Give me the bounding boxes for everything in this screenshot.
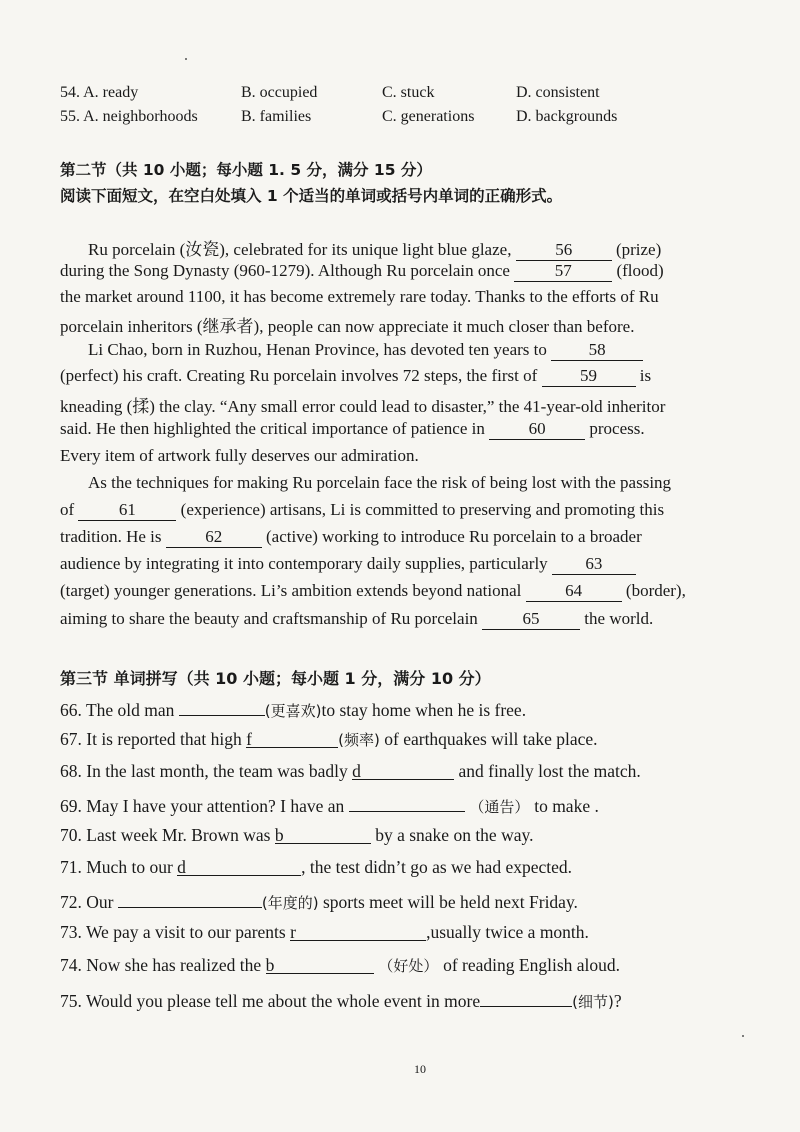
question-66: 66. The old man (更喜欢)to stay home when he is free. <box>60 697 526 723</box>
option-row-54 <box>60 84 760 106</box>
passage-line: porcelain inheritors (继承者), people can now appreciate it much closer than before. <box>60 317 635 336</box>
passage-line: (perfect) his craft. Creating Ru porcelain involves 72 steps, the first of 59 is <box>60 366 652 385</box>
passage-line: tradition. He is 62 (active) working to introduce Ru porcelain to a broader <box>60 527 642 546</box>
section3-heading: 第三节 单词拼写（共 10 小题；每小题 1 分，满分 10 分） <box>60 669 491 688</box>
answer-blank[interactable]: d <box>352 761 454 780</box>
question-74: 74. Now she has realized the b （好处） of reading English aloud. <box>60 955 621 975</box>
passage-line: the market around 1100, it has become extremely rare today. Thanks to the efforts of Ru <box>60 287 659 306</box>
blank-58[interactable]: 58 <box>551 341 643 361</box>
blank-56[interactable]: 56 <box>516 241 612 261</box>
blank-57[interactable]: 57 <box>514 262 612 282</box>
question-69: 69. May I have your attention? I have an （通告） to make . <box>60 793 599 819</box>
answer-blank[interactable] <box>118 889 262 908</box>
option-a: 55. A. neighborhoods <box>60 108 198 125</box>
passage-line: kneading (揉) the clay. “Any small error could lead to disaster,” the 41-year-old inheritor <box>60 397 666 416</box>
section2-heading: 第二节（共 10 小题；每小题 1. 5 分，满分 15 分） <box>60 161 432 179</box>
option-row-55 <box>60 108 760 130</box>
blank-63[interactable]: 63 <box>552 555 636 575</box>
blank-62[interactable]: 62 <box>166 528 262 548</box>
passage-line: Every item of artwork fully deserves our admiration. <box>60 446 419 465</box>
question-70: 70. Last week Mr. Brown was b by a snake on the way. <box>60 825 534 845</box>
page-number: 10 <box>414 1062 426 1076</box>
question-67: 67. It is reported that high f (频率) of earthquakes will take place. <box>60 729 598 749</box>
blank-60[interactable]: 60 <box>489 420 585 440</box>
blank-64[interactable]: 64 <box>526 582 622 602</box>
scan-speck <box>742 1035 744 1037</box>
scan-speck <box>185 58 187 60</box>
passage-line: said. He then highlighted the critical importance of patience in 60 process. <box>60 419 645 438</box>
option-d: D. consistent <box>516 84 600 101</box>
blank-65[interactable]: 65 <box>482 610 580 630</box>
answer-blank[interactable]: b <box>266 955 374 974</box>
section2-instruction: 阅读下面短文，在空白处填入 1 个适当的单词或括号内单词的正确形式。 <box>60 187 563 205</box>
passage-line: Ru porcelain (汝瓷), celebrated for its unique light blue glaze, 56 (prize) <box>88 240 662 259</box>
question-72: 72. Our (年度的) sports meet will be held next Friday. <box>60 889 578 915</box>
passage-line: Li Chao, born in Ruzhou, Henan Province, has devoted ten years to 58 <box>88 340 643 364</box>
answer-blank[interactable] <box>179 697 265 716</box>
answer-blank[interactable] <box>480 988 572 1007</box>
question-68: 68. In the last month, the team was badly d and finally lost the match. <box>60 761 641 781</box>
passage-line: As the techniques for making Ru porcelain face the risk of being lost with the passing <box>88 473 672 492</box>
option-b: B. families <box>241 108 312 125</box>
passage-line: of 61 (experience) artisans, Li is committed to preserving and promoting this <box>60 500 665 519</box>
option-a: 54. A. ready <box>60 84 139 101</box>
blank-59[interactable]: 59 <box>542 367 636 387</box>
question-71: 71. Much to our d , the test didn’t go as we had expected. <box>60 857 573 877</box>
answer-blank[interactable]: r <box>290 922 426 941</box>
option-b: B. occupied <box>241 84 318 101</box>
answer-blank[interactable]: b <box>275 825 371 844</box>
question-73: 73. We pay a visit to our parents r ,usually twice a month. <box>60 922 589 942</box>
question-75: 75. Would you please tell me about the whole event in more (细节)? <box>60 988 622 1014</box>
answer-blank[interactable] <box>349 793 465 812</box>
option-c: C. stuck <box>382 84 435 101</box>
answer-blank[interactable]: f <box>246 729 338 748</box>
passage-line: aiming to share the beauty and craftsmanship of Ru porcelain 65 the world. <box>60 609 654 628</box>
passage-line: audience by integrating it into contemporary daily supplies, particularly 63 <box>60 554 636 578</box>
answer-blank[interactable]: d <box>177 857 301 876</box>
passage-line: during the Song Dynasty (960-1279). Although Ru porcelain once 57 (flood) <box>60 261 664 280</box>
option-d: D. backgrounds <box>516 108 618 125</box>
blank-61[interactable]: 61 <box>78 501 176 521</box>
option-c: C. generations <box>382 108 475 125</box>
passage-line: (target) younger generations. Li’s ambition extends beyond national 64 (border), <box>60 581 686 600</box>
